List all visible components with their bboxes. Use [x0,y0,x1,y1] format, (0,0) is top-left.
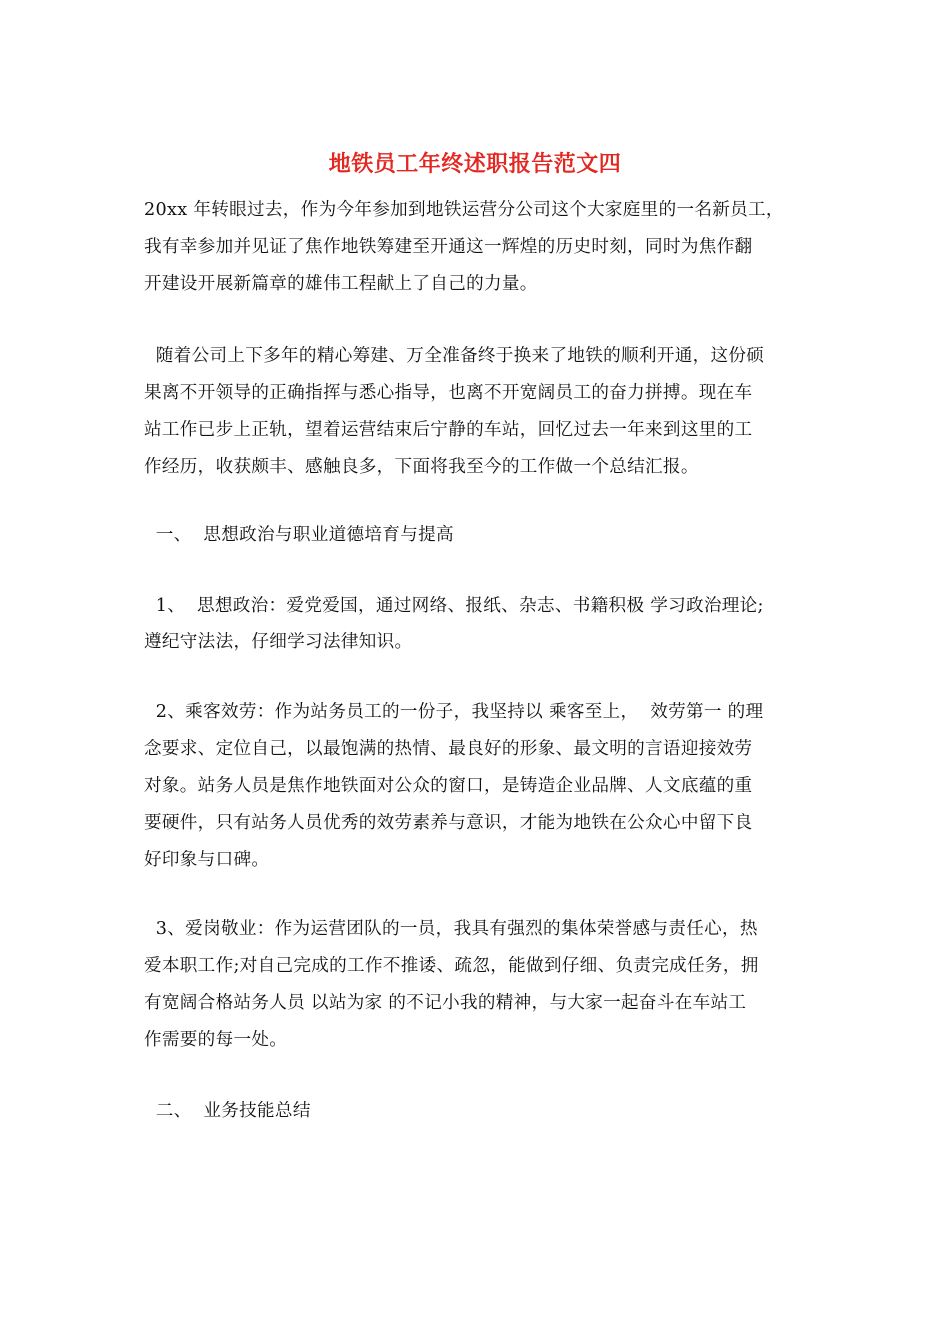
item-1-line-2: 遵纪守法法，仔细学习法律知识。 [144,632,413,652]
item-3-line-3: 有宽阔合格站务人员 以站为家 的不记小我的精神，与大家一起奋斗在车站工 [144,993,747,1013]
section-heading-2: 二、 业务技能总结 [144,1101,311,1121]
paragraph-1-line-2: 我有幸参加并见证了焦作地铁筹建至开通这一辉煌的历史时刻，同时为焦作翻 [144,237,753,257]
paragraph-2-line-1: 随着公司上下多年的精心筹建、万全准备终于换来了地铁的顺利开通，这份硕 [144,346,765,366]
item-2-line-5: 好印象与口碑。 [144,850,270,870]
item-2-line-1: 2、乘客效劳：作为站务员工的一份子，我坚持以 乘客至上， 效劳第一 的理 [144,702,764,722]
item-3-line-2: 爱本职工作;对自己完成的工作不推诿、疏忽，能做到仔细、负责完成任务，拥 [144,956,759,976]
paragraph-2-line-4: 作经历，收获颇丰、感触良多，下面将我至今的工作做一个总结汇报。 [144,457,699,477]
item-2-line-4: 要硬件，只有站务人员优秀的效劳素养与意识，才能为地铁在公众心中留下良 [144,813,753,833]
item-3-line-1: 3、爱岗敬业：作为运营团队的一员，我具有强烈的集体荣誉感与责任心，热 [144,919,758,939]
item-1-line-1: 1、 思想政治：爱党爱国，通过网络、报纸、杂志、书籍积极 学习政治理论; [144,596,764,616]
paragraph-1-line-1: 20xx 年转眼过去，作为今年参加到地铁运营分公司这个大家庭里的一名新员工， [144,200,784,220]
item-3-line-4: 作需要的每一处。 [144,1030,288,1050]
item-2-line-2: 念要求、定位自己，以最饱满的热情、最良好的形象、最文明的言语迎接效劳 [144,739,753,759]
paragraph-1-line-3: 开建设开展新篇章的雄伟工程献上了自己的力量。 [144,274,538,294]
document-title: 地铁员工年终述职报告范文四 [328,152,622,177]
paragraph-2-line-3: 站工作已步上正轨，望着运营结束后宁静的车站，回忆过去一年来到这里的工 [144,420,753,440]
paragraph-2-line-2: 果离不开领导的正确指挥与悉心指导，也离不开宽阔员工的奋力拼搏。现在车 [144,383,753,403]
item-2-line-3: 对象。站务人员是焦作地铁面对公众的窗口，是铸造企业品牌、人文底蕴的重 [144,776,753,796]
section-heading-1: 一、 思想政治与职业道德培育与提高 [144,525,454,545]
